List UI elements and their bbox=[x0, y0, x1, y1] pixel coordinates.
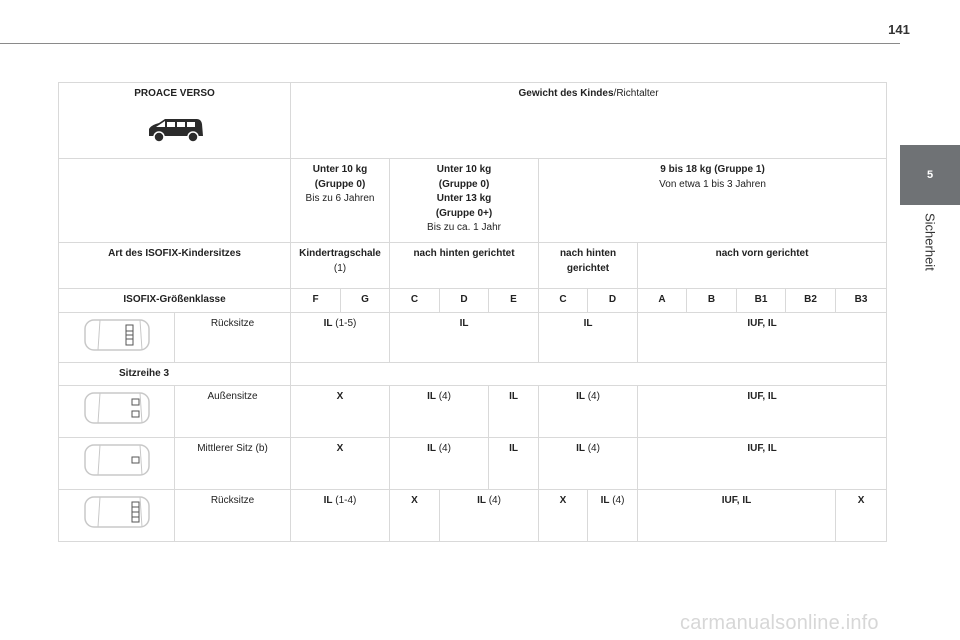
weight-group-1-title: Unter 10 kg bbox=[312, 164, 368, 175]
size-class-d2: D bbox=[588, 289, 638, 313]
seat-type-forward-facing: nach vorn gerichtet bbox=[638, 243, 887, 289]
header-rule bbox=[0, 43, 900, 44]
cell-outer-rear1: IL (4) bbox=[390, 386, 489, 438]
weight-group-2-group: (Gruppe 0) bbox=[438, 178, 490, 190]
size-class-c2: C bbox=[539, 289, 588, 313]
van-icon bbox=[62, 116, 287, 144]
car-seat-diagram bbox=[59, 490, 175, 542]
size-class-f: F bbox=[291, 289, 341, 313]
cell-middle-rear2: IL (4) bbox=[539, 438, 638, 490]
section-row bbox=[59, 362, 887, 386]
cell-rear-forward: IUF, IL bbox=[638, 490, 836, 542]
cell-row2-rear2: IL bbox=[539, 312, 638, 362]
header-row-model bbox=[59, 83, 887, 159]
car-seat-diagram bbox=[59, 386, 175, 438]
seat-type-carrycot-note: (1) bbox=[333, 262, 347, 274]
cell-rear-c: X bbox=[390, 490, 440, 542]
cell-outer-carrycot: X bbox=[291, 386, 390, 438]
chapter-number: 5 bbox=[926, 169, 934, 181]
section-filler bbox=[291, 362, 887, 386]
isofix-table bbox=[58, 82, 887, 542]
cell-middle-e: IL bbox=[489, 438, 539, 490]
seat-label: Mittlerer Sitz (b) bbox=[175, 438, 291, 490]
cell-outer-e: IL bbox=[489, 386, 539, 438]
model-cell bbox=[59, 83, 291, 159]
chapter-tab[interactable] bbox=[900, 145, 960, 205]
weight-group-2-title-b: Unter 13 kg bbox=[436, 193, 492, 204]
weight-header-cell bbox=[291, 83, 887, 159]
table-row bbox=[59, 490, 887, 542]
seat-label: Außensitze bbox=[175, 386, 291, 438]
seat-type-carrycot bbox=[291, 243, 390, 289]
section-title-row3: Sitzreihe 3 bbox=[59, 362, 291, 386]
car-seat-diagram bbox=[59, 312, 175, 362]
weight-header-bold: Gewicht des Kindes bbox=[518, 88, 614, 99]
weight-group-2-group-b: (Gruppe 0+) bbox=[435, 207, 493, 219]
cell-middle-rear1: IL (4) bbox=[390, 438, 489, 490]
size-class-a: A bbox=[638, 289, 687, 313]
cell-rear-carrycot: IL (1-4) bbox=[291, 490, 390, 542]
weight-group-1 bbox=[291, 159, 390, 243]
car-top-view-icon bbox=[62, 494, 171, 530]
seat-type-carrycot-label: Kindertragschale bbox=[299, 248, 381, 259]
table-row bbox=[59, 438, 887, 490]
cell-rear-d2: IL (4) bbox=[588, 490, 638, 542]
chapter-label bbox=[900, 205, 960, 285]
cell-rear-de: IL (4) bbox=[440, 490, 539, 542]
weight-group-1-age: Bis zu 6 Jahren bbox=[305, 193, 375, 204]
size-class-e: E bbox=[489, 289, 539, 313]
model-name: PROACE VERSO bbox=[134, 88, 215, 99]
seat-label: Rücksitze bbox=[175, 490, 291, 542]
watermark: carmanualsonline.info bbox=[680, 612, 879, 634]
size-class-label: ISOFIX-Größenklasse bbox=[59, 289, 291, 313]
cell-middle-carrycot: X bbox=[291, 438, 390, 490]
header-row-seat-types bbox=[59, 243, 887, 289]
weight-group-2-title: Unter 10 kg bbox=[436, 164, 492, 175]
seat-label: Rücksitze bbox=[175, 312, 291, 362]
seat-type-rear-facing-1: nach hinten gerichtet bbox=[390, 243, 539, 289]
table-row bbox=[59, 386, 887, 438]
empty-cell bbox=[59, 159, 291, 243]
cell-row2-rear1: IL bbox=[390, 312, 539, 362]
cell-row2-carrycot: IL (1-5) bbox=[291, 312, 390, 362]
header-row-size-classes bbox=[59, 289, 887, 313]
cell-middle-forward: IUF, IL bbox=[638, 438, 887, 490]
size-class-b1: B1 bbox=[737, 289, 786, 313]
weight-group-3-title: 9 bis 18 kg (Gruppe 1) bbox=[660, 164, 765, 175]
size-class-c: C bbox=[390, 289, 440, 313]
car-top-view-icon bbox=[62, 390, 171, 426]
cell-row2-forward: IUF, IL bbox=[638, 312, 887, 362]
cell-rear-c2: X bbox=[539, 490, 588, 542]
cell-rear-b3: X bbox=[836, 490, 887, 542]
cell-outer-rear2: IL (4) bbox=[539, 386, 638, 438]
seat-type-label: Art des ISOFIX-Kindersitzes bbox=[59, 243, 291, 289]
cell-outer-forward: IUF, IL bbox=[638, 386, 887, 438]
weight-group-1-group: (Gruppe 0) bbox=[314, 178, 366, 190]
car-seat-diagram bbox=[59, 438, 175, 490]
weight-group-3-age: Von etwa 1 bis 3 Jahren bbox=[659, 178, 766, 190]
page-number: 141 bbox=[888, 22, 910, 37]
car-top-view-icon bbox=[62, 317, 171, 353]
header-row-weight-groups bbox=[59, 159, 887, 243]
table-row bbox=[59, 312, 887, 362]
weight-group-3 bbox=[539, 159, 887, 243]
weight-group-2-age: Bis zu ca. 1 Jahr bbox=[427, 222, 501, 233]
car-top-view-icon bbox=[62, 442, 171, 478]
weight-group-2 bbox=[390, 159, 539, 243]
size-class-b2: B2 bbox=[786, 289, 836, 313]
chapter-title: Sicherheit bbox=[922, 213, 938, 271]
seat-type-rear-facing-2: nach hinten gerichtet bbox=[539, 243, 638, 289]
weight-header-rest: /Richtalter bbox=[613, 88, 659, 99]
size-class-d: D bbox=[440, 289, 489, 313]
size-class-g: G bbox=[341, 289, 390, 313]
size-class-b: B bbox=[687, 289, 737, 313]
size-class-b3: B3 bbox=[836, 289, 887, 313]
